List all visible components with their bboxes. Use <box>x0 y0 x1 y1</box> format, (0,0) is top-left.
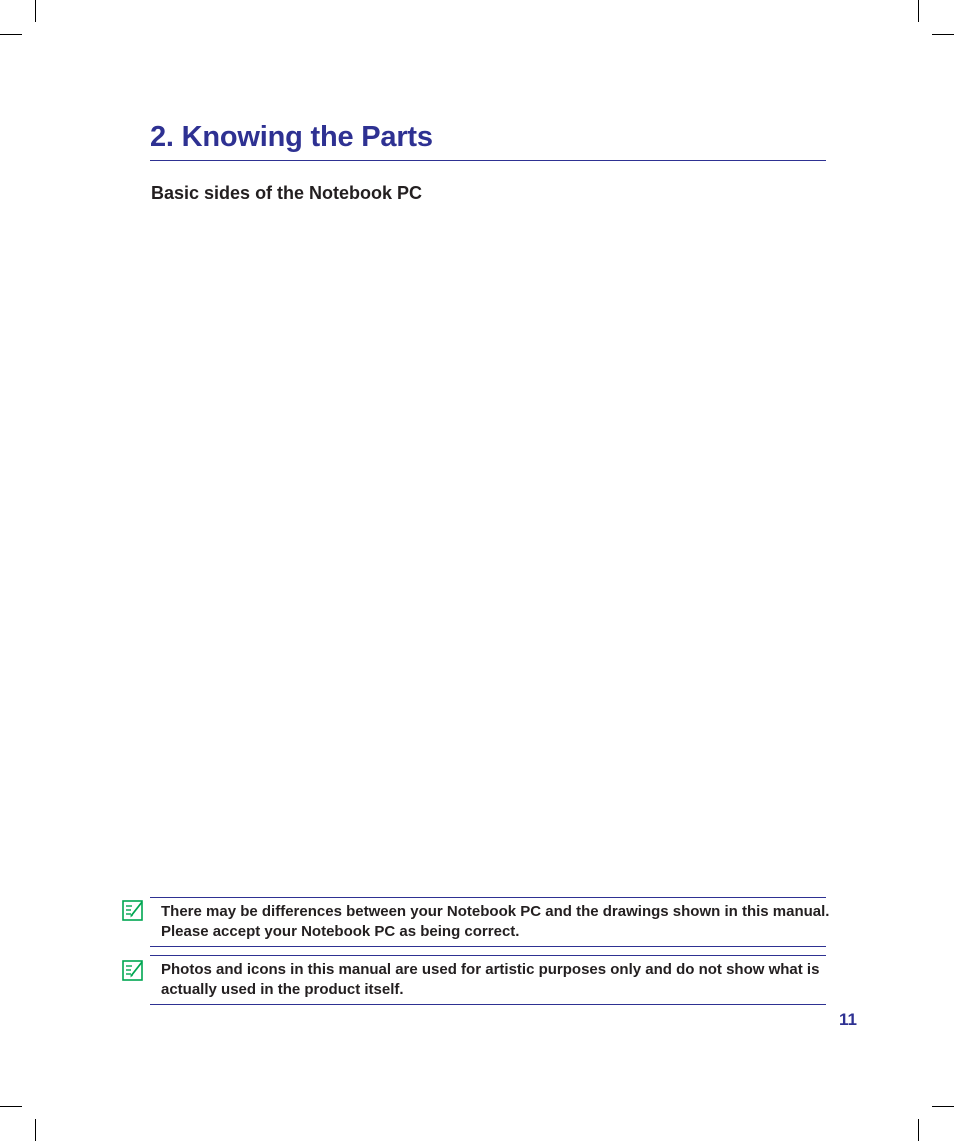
note-pencil-icon <box>121 958 145 982</box>
chapter-title-rule <box>150 160 826 161</box>
crop-mark-top-right-horizontal <box>932 34 954 35</box>
crop-mark-bottom-left-horizontal <box>0 1106 22 1107</box>
note-2-text: Photos and icons in this manual are used for artistic purposes only and do not show what is actually used in the product itself. <box>161 961 820 998</box>
crop-mark-bottom-left-vertical <box>35 1119 36 1141</box>
crop-mark-top-left-horizontal <box>0 34 22 35</box>
crop-mark-top-right-vertical <box>918 0 919 22</box>
note-2-bottom-rule <box>150 1004 826 1005</box>
note-pencil-icon <box>121 898 145 922</box>
crop-mark-bottom-right-vertical <box>918 1119 919 1141</box>
page-number: 11 <box>839 1010 857 1029</box>
section-heading: Basic sides of the Notebook PC <box>151 183 423 203</box>
crop-mark-top-left-vertical <box>35 0 36 22</box>
note-2-top-rule <box>150 955 826 956</box>
chapter-title: 2. Knowing the Parts <box>150 121 433 153</box>
note-1-text: There may be differences between your Notebook PC and the drawings shown in this manual. Please accept your Notebook PC as being correct. <box>161 903 830 940</box>
note-1-bottom-rule <box>150 946 826 947</box>
note-1-top-rule <box>150 897 826 898</box>
crop-mark-bottom-right-horizontal <box>932 1106 954 1107</box>
